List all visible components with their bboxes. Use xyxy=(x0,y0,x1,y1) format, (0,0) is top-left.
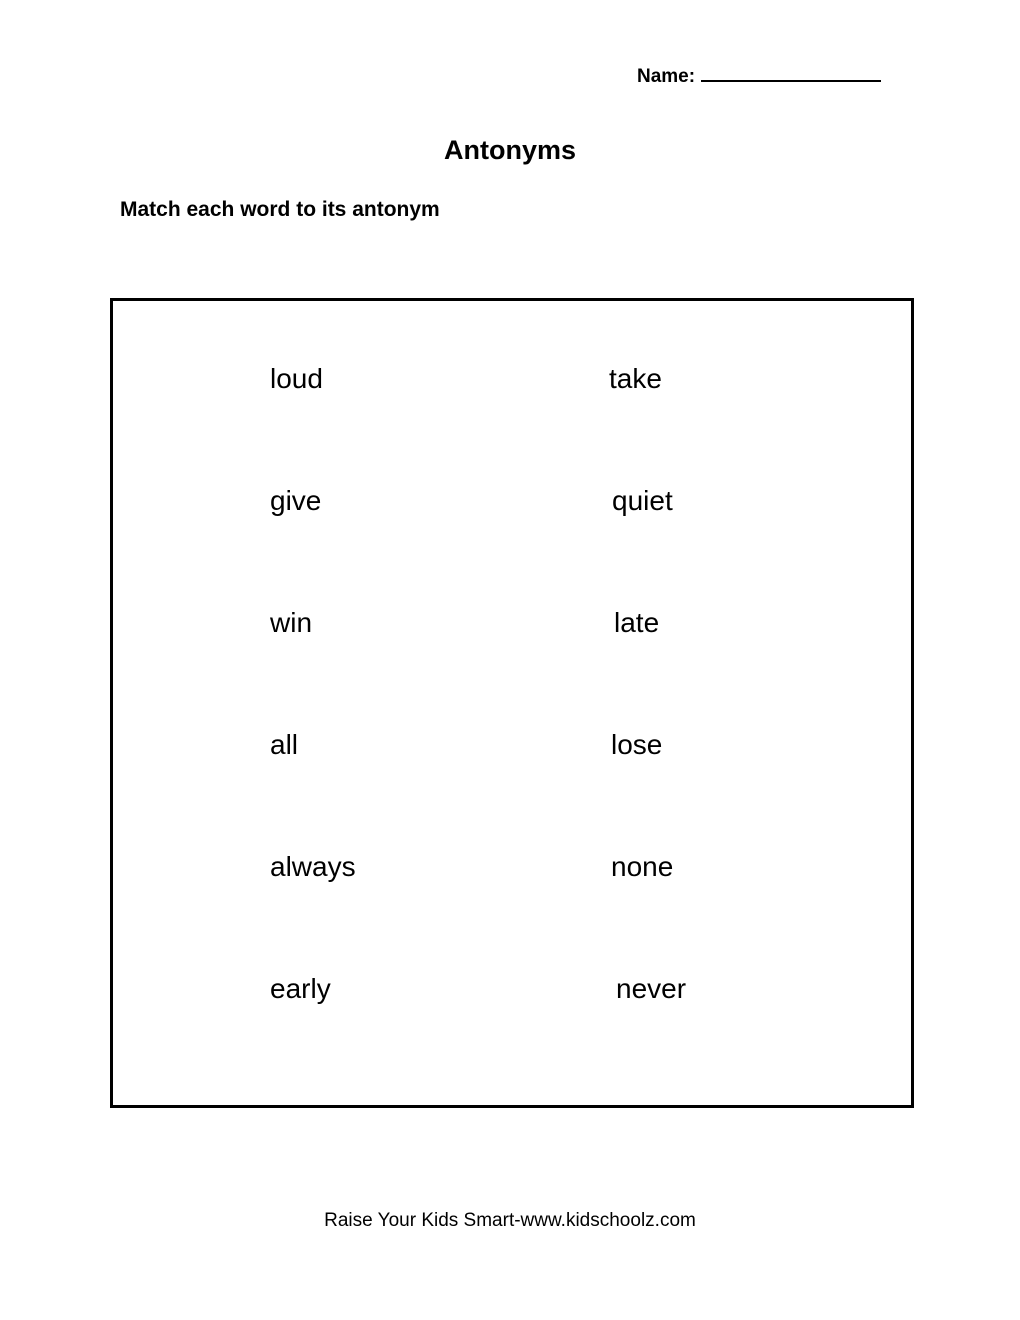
left-word: loud xyxy=(270,363,323,394)
name-blank-line[interactable] xyxy=(701,62,881,82)
right-word: never xyxy=(616,973,687,1004)
right-word: none xyxy=(611,851,674,882)
right-word: lose xyxy=(611,729,663,760)
name-field xyxy=(637,62,881,88)
left-word: give xyxy=(270,485,322,516)
right-word: quiet xyxy=(612,485,673,516)
left-word: win xyxy=(270,607,313,638)
left-word: early xyxy=(270,973,331,1004)
page-title: Antonyms xyxy=(443,135,576,165)
footer-credit: Raise Your Kids Smart-www.kidschoolz.com xyxy=(324,1210,696,1231)
instructions: Match each word to its antonym xyxy=(120,198,440,221)
right-word: late xyxy=(614,607,660,638)
name-label: Name: xyxy=(637,66,696,87)
right-word: take xyxy=(609,363,662,394)
left-word: all xyxy=(270,729,299,760)
left-word: always xyxy=(270,851,356,882)
matching-box xyxy=(110,298,914,1108)
